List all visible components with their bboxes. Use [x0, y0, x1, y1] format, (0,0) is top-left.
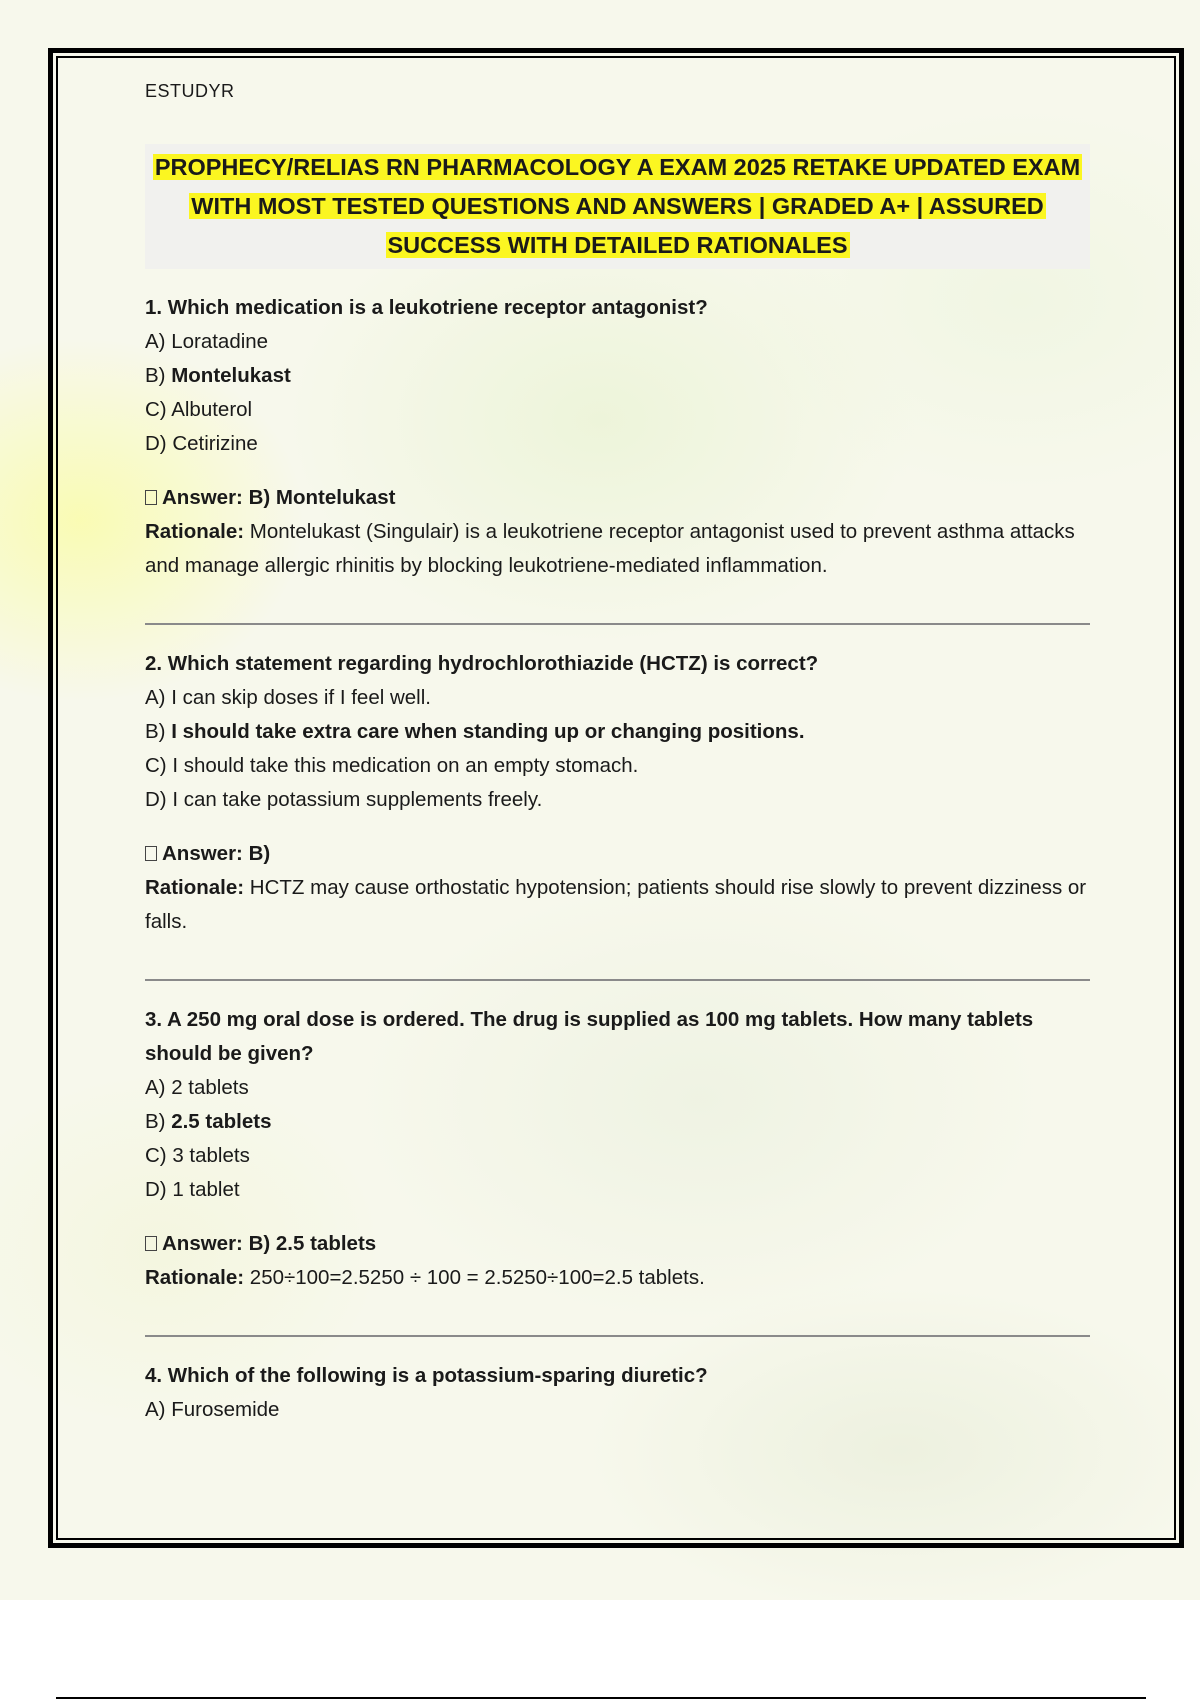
answer-line: Answer: B) 2.5 tablets [145, 1227, 1090, 1261]
question-1 [145, 291, 1090, 583]
rationale: Rationale: 250÷100=2.5250 ÷ 100 = 2.5250÷100=2.5 tablets. [145, 1266, 705, 1289]
question-text: 1. Which medication is a leukotriene receptor antagonist? [145, 296, 708, 319]
question-text: 4. Which of the following is a potassium-sparing diuretic? [145, 1364, 708, 1387]
question-2 [145, 647, 1090, 939]
checkbox-icon [145, 846, 157, 861]
answer-line: Answer: B) [145, 837, 1090, 871]
title-line-1: PROPHECY/RELIAS RN PHARMACOLOGY A EXAM 2025 RETAKE UPDATED EXAM [154, 154, 1081, 180]
option-a: A) Furosemide [145, 1398, 280, 1421]
option-d: D) 1 tablet [145, 1178, 240, 1201]
option-d: D) I can take potassium supplements freely. [145, 788, 543, 811]
option-b: B) I should take extra care when standing up or changing positions. [145, 720, 805, 743]
option-c: C) 3 tablets [145, 1144, 250, 1167]
title-line-2: WITH MOST TESTED QUESTIONS AND ANSWERS | GRADED A+ | ASSURED [191, 193, 1044, 219]
question-text: 2. Which statement regarding hydrochlorothiazide (HCTZ) is correct? [145, 652, 819, 675]
question-4 [145, 1359, 1090, 1427]
option-a: A) 2 tablets [145, 1076, 249, 1099]
question-text: 3. A 250 mg oral dose is ordered. The drug is supplied as 100 mg tablets. How many tablets should be given? [145, 1008, 1034, 1065]
checkbox-icon [145, 1236, 157, 1251]
document-content [145, 72, 1090, 1427]
section-divider [145, 623, 1090, 625]
page-bottom-rule [56, 1697, 1146, 1699]
checkbox-icon [145, 490, 157, 505]
option-a: A) I can skip doses if I feel well. [145, 686, 431, 709]
option-c: C) Albuterol [145, 398, 253, 421]
option-d: D) Cetirizine [145, 432, 258, 455]
rationale: Rationale: Montelukast (Singulair) is a leukotriene receptor antagonist used to prevent asthma attacks and manage allergic rhinitis by blocking leukotriene-mediated inflammation. [145, 520, 1075, 577]
rationale: Rationale: HCTZ may cause orthostatic hypotension; patients should rise slowly to prevent dizziness or falls. [145, 876, 1087, 933]
answer-line: Answer: B) Montelukast [145, 481, 1090, 515]
brand-label: ESTUDYR [145, 81, 235, 101]
section-divider [145, 979, 1090, 981]
document-title [145, 144, 1090, 269]
question-3 [145, 1003, 1090, 1295]
section-divider [145, 1335, 1090, 1337]
option-c: C) I should take this medication on an empty stomach. [145, 754, 639, 777]
option-b: B) Montelukast [145, 364, 291, 387]
option-a: A) Loratadine [145, 330, 269, 353]
option-b: B) 2.5 tablets [145, 1110, 272, 1133]
title-line-3: SUCCESS WITH DETAILED RATIONALES [387, 232, 848, 258]
